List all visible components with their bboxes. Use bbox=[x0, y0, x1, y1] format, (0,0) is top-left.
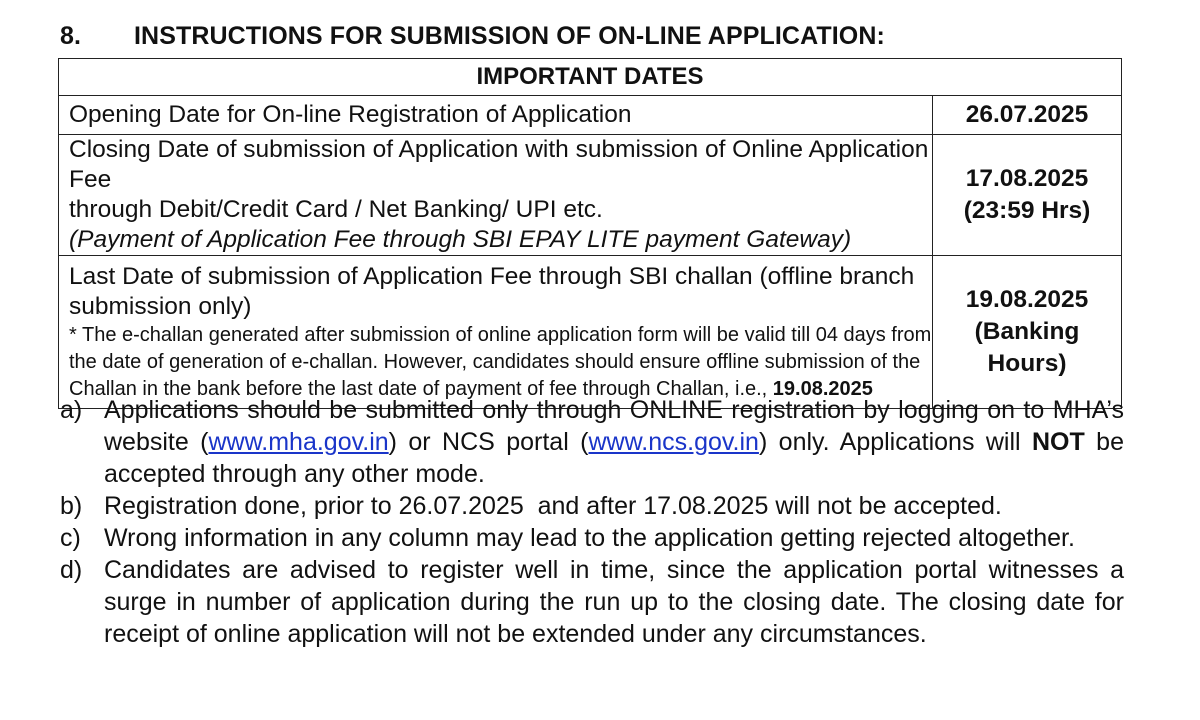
opening-date-description: Opening Date for On-line Registration of Application bbox=[59, 96, 933, 135]
ncs-portal-link[interactable]: www.ncs.gov.in bbox=[588, 428, 759, 456]
section-number: 8. bbox=[60, 21, 82, 50]
table-row bbox=[59, 256, 1122, 409]
opening-date-value: 26.07.2025 bbox=[933, 96, 1122, 135]
table-row bbox=[59, 135, 1122, 256]
instruction-text: Candidates are advised to register well in time, since the application portal witnesses a surge in number of application during the run up to the closing date. The closing date for receipt of online application will not be extended under any circumstances. bbox=[104, 556, 1124, 648]
challan-footnote-text: * The e-challan generated after submission of online application form will be valid till 04 days from the date of generation of e-challan. However, candidates should ensure offline submission of the Challan in the bank before the last date of payment of fee through Challan, i.e., bbox=[69, 323, 932, 400]
section-title: INSTRUCTIONS FOR SUBMISSION OF ON-LINE APPLICATION: bbox=[134, 21, 885, 50]
challan-footnote bbox=[69, 322, 932, 403]
list-item bbox=[60, 394, 1124, 490]
challan-footnote-date: 19.08.2025 bbox=[772, 377, 873, 400]
instruction-list bbox=[60, 394, 1124, 650]
list-item bbox=[60, 554, 1124, 650]
table-caption: IMPORTANT DATES bbox=[59, 59, 1122, 96]
challan-date-value: 19.08.2025 bbox=[965, 286, 1089, 313]
list-item bbox=[60, 522, 1124, 554]
instruction-text bbox=[104, 394, 1124, 490]
closing-date-time: (23:59 Hrs) bbox=[963, 197, 1091, 224]
instruction-text: Wrong information in any column may lead to the application getting rejected altogether. bbox=[104, 524, 1075, 552]
challan-date-description bbox=[59, 256, 933, 409]
list-marker: d) bbox=[60, 556, 83, 584]
list-marker: c) bbox=[60, 524, 81, 552]
closing-date-description bbox=[59, 135, 933, 256]
list-marker: a) bbox=[60, 396, 83, 424]
emphasis-not: NOT bbox=[1031, 428, 1085, 456]
instruction-text-part: Applications should be submitted only through ONLINE registration by logging on to MHA’s website ( bbox=[104, 396, 1124, 456]
table-row bbox=[59, 96, 1122, 135]
challan-desc-line1: Last Date of submission of Application Fee through SBI challan (offline branch bbox=[69, 262, 915, 290]
important-dates-table bbox=[58, 58, 1122, 409]
instruction-text-part: ) only. Applications will bbox=[758, 428, 1032, 456]
list-marker: b) bbox=[60, 492, 83, 520]
closing-desc-line2: through Debit/Credit Card / Net Banking/ UPI etc. bbox=[69, 196, 603, 223]
table-caption-row bbox=[59, 59, 1122, 96]
mha-website-link[interactable]: www.mha.gov.in bbox=[208, 428, 389, 456]
instruction-text: Registration done, prior to 26.07.2025 and after 17.08.2025 will not be accepted. bbox=[104, 492, 1002, 520]
section-heading bbox=[60, 16, 885, 56]
closing-desc-line1: Closing Date of submission of Application with submission of Online Application Fee bbox=[69, 136, 929, 193]
challan-date-hours: (Banking Hours) bbox=[974, 318, 1080, 377]
closing-date-value: 17.08.2025 bbox=[965, 165, 1089, 192]
list-item bbox=[60, 490, 1124, 522]
instruction-text-part: be accepted through any other mode. bbox=[104, 428, 1124, 488]
challan-desc-line2: submission only) bbox=[69, 292, 252, 320]
closing-desc-payment-note: (Payment of Application Fee through SBI EPAY LITE payment Gateway) bbox=[69, 226, 852, 253]
instruction-text-part: ) or NCS portal ( bbox=[388, 428, 589, 456]
challan-date-cell bbox=[933, 256, 1122, 409]
closing-date-cell bbox=[933, 135, 1122, 256]
